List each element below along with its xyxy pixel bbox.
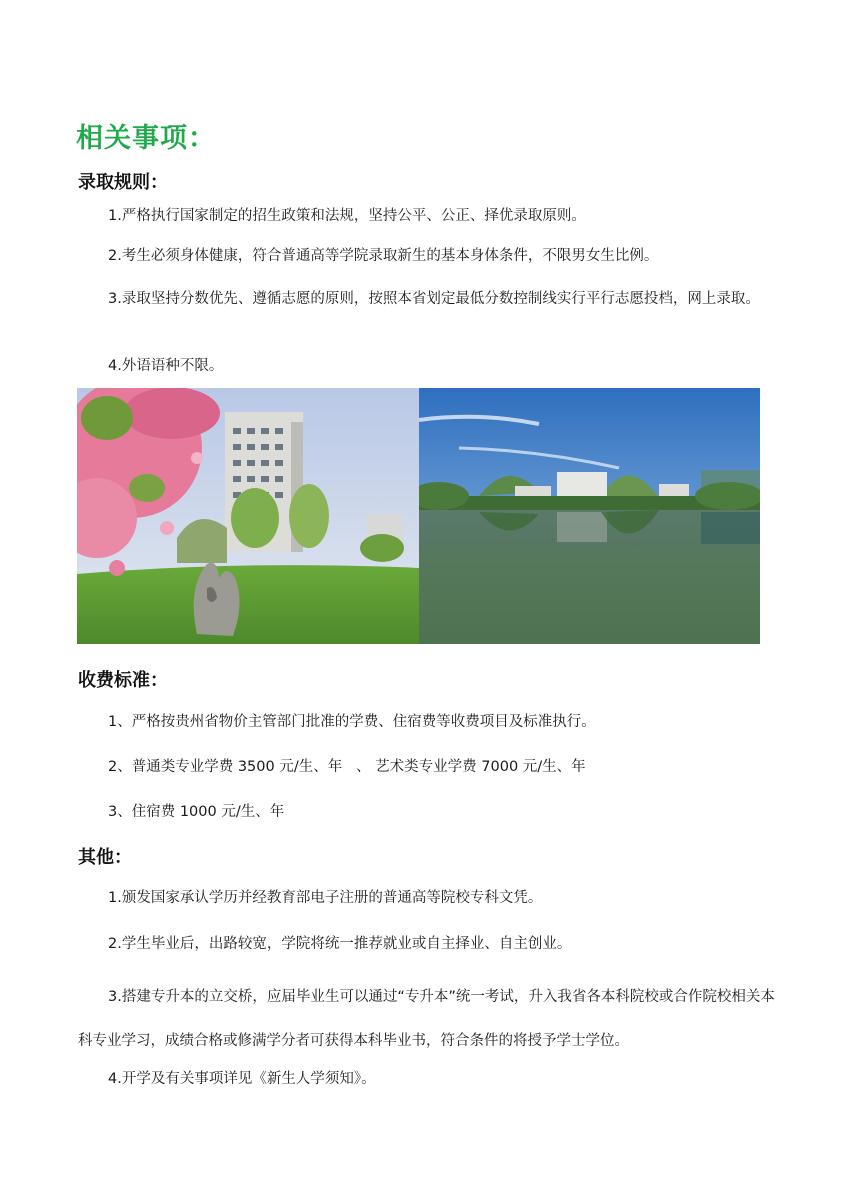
section-title-other: 其他： <box>78 847 132 868</box>
section-title-fees: 收费标准： <box>78 670 168 691</box>
admission-item-4: 4.外语语种不限。 <box>108 358 224 374</box>
other-item-3: 3.搭建专升本的立交桥，应届毕业生可以通过“专升本”统一考试，升入我省各本科院校或合作院校相关本科专业学习，成绩合格或修满学分者可获得本科毕业书，符合条件的将授予学士学位。 <box>78 989 775 1049</box>
admission-item-2: 2.考生必须身体健康，符合普通高等学院录取新生的基本身体条件，不限男女生比例。 <box>108 248 659 264</box>
campus-photo-lake <box>419 388 760 644</box>
section-title-admission: 录取规则： <box>78 172 168 193</box>
fees-item-3: 3、住宿费 1000 元/生、年 <box>108 804 285 820</box>
fees-item-1: 1、严格按贵州省物价主管部门批准的学费、住宿费等收费项目及标准执行。 <box>108 714 596 730</box>
other-item-2: 2.学生毕业后，出路较宽，学院将统一推荐就业或自主择业、自主创业。 <box>108 936 572 952</box>
other-item-4: 4.开学及有关事项详见《新生人学须知》。 <box>108 1071 376 1087</box>
admission-item-1: 1.严格执行国家制定的招生政策和法规，坚持公平、公正、择优录取原则。 <box>108 208 586 224</box>
fees-item-2: 2、普通类专业学费 3500 元/生、年 、 艺术类专业学费 7000 元/生、年 <box>108 759 586 775</box>
admission-item-3: 3.录取坚持分数优先、遵循志愿的原则，按照本省划定最低分数控制线实行平行志愿投档，网上录取。 <box>108 291 760 307</box>
other-item-1: 1.颁发国家承认学历并经教育部电子注册的普通高等院校专科文凭。 <box>108 890 543 906</box>
campus-photo-garden <box>77 388 419 644</box>
page-title: 相关事项： <box>76 123 216 154</box>
